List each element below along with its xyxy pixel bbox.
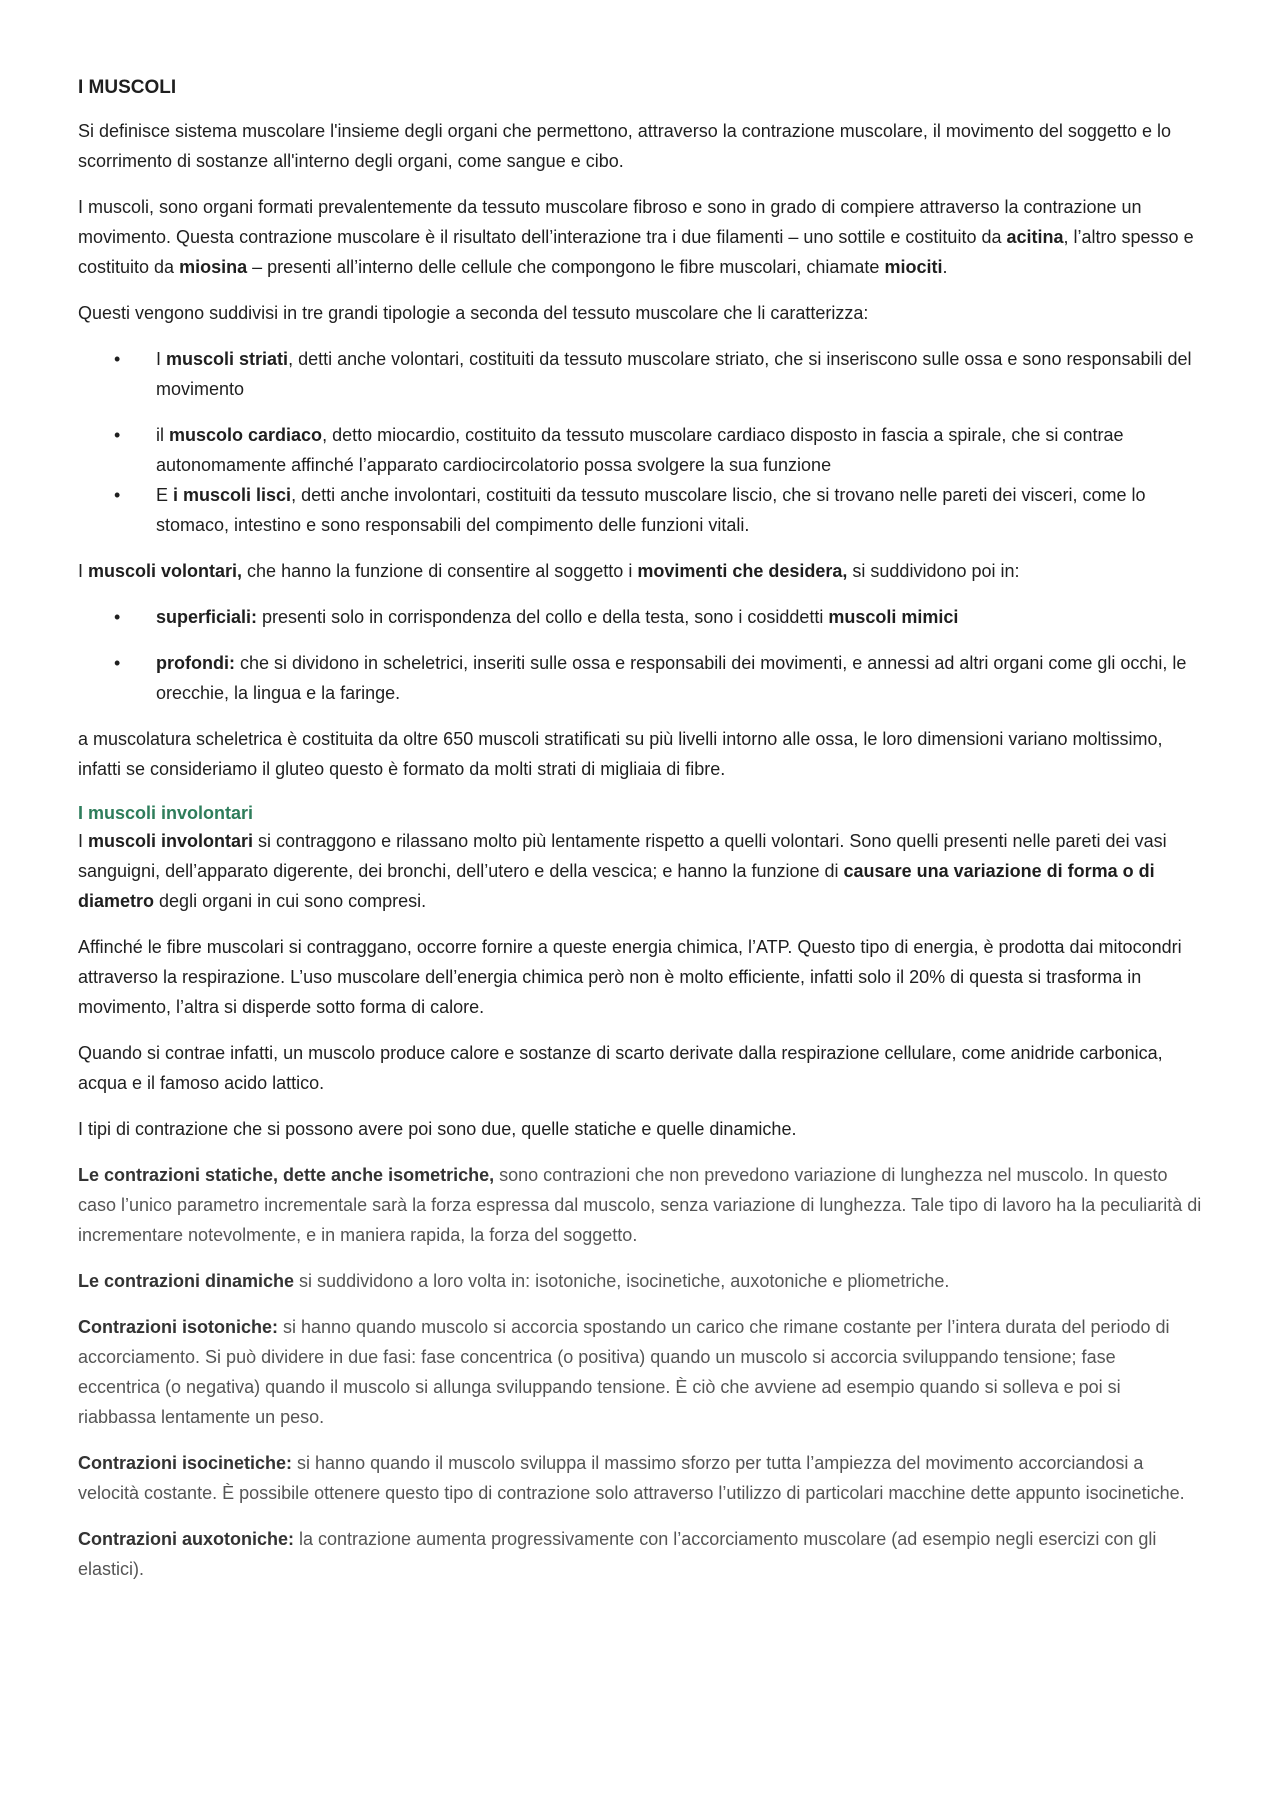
list-item: • profondi: che si dividono in scheletrici, inseriti sulle ossa e responsabili dei movimenti, e annessi ad altri organi come gli occhi, le orecchie, la lingua e la faringe. <box>78 648 1202 708</box>
paragraph-isotonic: Contrazioni isotoniche: si hanno quando muscolo si accorcia spostando un carico che rimane costante per l’intera durata del periodo di accorciamento. Si può dividere in due fasi: fase concentrica (o positiva) quando un muscolo si accorcia sviluppando tensione; fase eccentrica (o negativa) quando il muscolo si allunga sviluppando tensione. È ciò che avviene ad esempio quando si solleva e poi si riabbassa lentamente un peso. <box>78 1317 1170 1427</box>
voluntary-muscles-list <box>78 602 1202 708</box>
term-miociti: miociti <box>884 257 943 277</box>
paragraph-dynamic: Le contrazioni dinamiche si suddividono a loro volta in: isotoniche, isocinetiche, auxotoniche e pliometriche. <box>78 1271 950 1291</box>
paragraph-contraction-types: I tipi di contrazione che si possono avere poi sono due, quelle statiche e quelle dinamiche. <box>78 1119 797 1139</box>
bullet-icon: • <box>114 425 121 445</box>
page-title: I MUSCOLI <box>78 77 177 98</box>
paragraph-auxotonic: Contrazioni auxotoniche: la contrazione aumenta progressivamente con l’accorciamento muscolare (ad esempio negli esercizi con gli elastici). <box>78 1529 1157 1579</box>
paragraph-involuntary: I muscoli involontari si contraggono e rilassano molto più lentamente rispetto a quelli volontari. Sono quelli presenti nelle pareti dei vasi sanguigni, dell’apparato digerente, dei bronchi, dell’utero e della vescica; e hanno la funzione di causare una variazione di forma o di diametro degli organi in cui sono compresi. <box>78 831 1167 911</box>
list-item: • il muscolo cardiaco, detto miocardio, costituito da tessuto muscolare cardiaco disposto in fascia a spirale, che si contrae autonomamente affinché l’apparato cardiocircolatorio possa svolgere la sua funzione <box>78 420 1202 480</box>
bullet-icon: • <box>114 485 121 505</box>
paragraph-types-intro: Questi vengono suddivisi in tre grandi tipologie a seconda del tessuto muscolare che li caratterizza: <box>78 303 869 323</box>
list-item: • superficiali: presenti solo in corrispondenza del collo e della testa, sono i cosiddetti muscoli mimici <box>78 602 1202 632</box>
paragraph-isokinetic: Contrazioni isocinetiche: si hanno quando il muscolo sviluppa il massimo sforzo per tutta l’ampiezza del movimento accorciandosi a velocità costante. È possibile ottenere questo tipo di contrazione solo attraverso l’utilizzo di particolari macchine dette appunto isocinetiche. <box>78 1453 1185 1503</box>
bullet-icon: • <box>114 607 121 627</box>
bullet-icon: • <box>114 653 121 673</box>
paragraph-voluntary: I muscoli volontari, che hanno la funzione di consentire al soggetto i movimenti che desidera, si suddividono poi in: <box>78 561 1020 581</box>
muscle-types-list <box>78 344 1202 540</box>
term-miosina: miosina <box>179 257 248 277</box>
paragraph-definition: Si definisce sistema muscolare l'insieme degli organi che permettono, attraverso la contrazione muscolare, il movimento del soggetto e lo scorrimento di sostanze all'interno degli organi, come sangue e cibo. <box>78 121 1171 171</box>
paragraph-muscles-organs: I muscoli, sono organi formati prevalentemente da tessuto muscolare fibroso e sono in grado di compiere attraverso la contrazione un movimento. Questa contrazione muscolare è il risultato dell’interazione tra i due filamenti – uno sottile e costituito da acitina, l’altro spesso e costituito da miosina – presenti all’interno delle cellule che compongono le fibre muscolari, chiamate miociti. <box>78 197 1194 277</box>
list-item: • I muscoli striati, detti anche volontari, costituiti da tessuto muscolare striato, che si inseriscono sulle ossa e sono responsabili del movimento <box>78 344 1202 404</box>
bullet-icon: • <box>114 349 121 369</box>
paragraph-heat: Quando si contrae infatti, un muscolo produce calore e sostanze di scarto derivate dalla respirazione cellulare, come anidride carbonica, acqua e il famoso acido lattico. <box>78 1043 1163 1093</box>
paragraph-skeletal: a muscolatura scheletrica è costituita da oltre 650 muscoli stratificati su più livelli intorno alle ossa, le loro dimensioni variano moltissimo, infatti se consideriamo il gluteo questo è formato da molti strati di migliaia di fibre. <box>78 729 1163 779</box>
section-heading-involuntary: I muscoli involontari <box>78 803 254 823</box>
paragraph-atp: Affinché le fibre muscolari si contraggano, occorre fornire a queste energia chimica, l’ATP. Questo tipo di energia, è prodotta dai mitocondri attraverso la respirazione. L’uso muscolare dell’energia chimica però non è molto efficiente, infatti solo il 20% di questa si trasforma in movimento, l’altra si disperde sotto forma di calore. <box>78 937 1182 1017</box>
paragraph-static: Le contrazioni statiche, dette anche isometriche, sono contrazioni che non prevedono variazione di lunghezza nel muscolo. In questo caso l’unico parametro incrementale sarà la forza espressa dal muscolo, senza variazione di lunghezza. Tale tipo di lavoro ha la peculiarità di incrementare notevolmente, e in maniera rapida, la forza del soggetto. <box>78 1165 1202 1245</box>
list-item: • E i muscoli lisci, detti anche involontari, costituiti da tessuto muscolare liscio, che si trovano nelle pareti dei visceri, come lo stomaco, intestino e sono responsabili del compimento delle funzioni vitali. <box>78 480 1202 540</box>
term-acitina: acitina <box>1006 227 1064 247</box>
